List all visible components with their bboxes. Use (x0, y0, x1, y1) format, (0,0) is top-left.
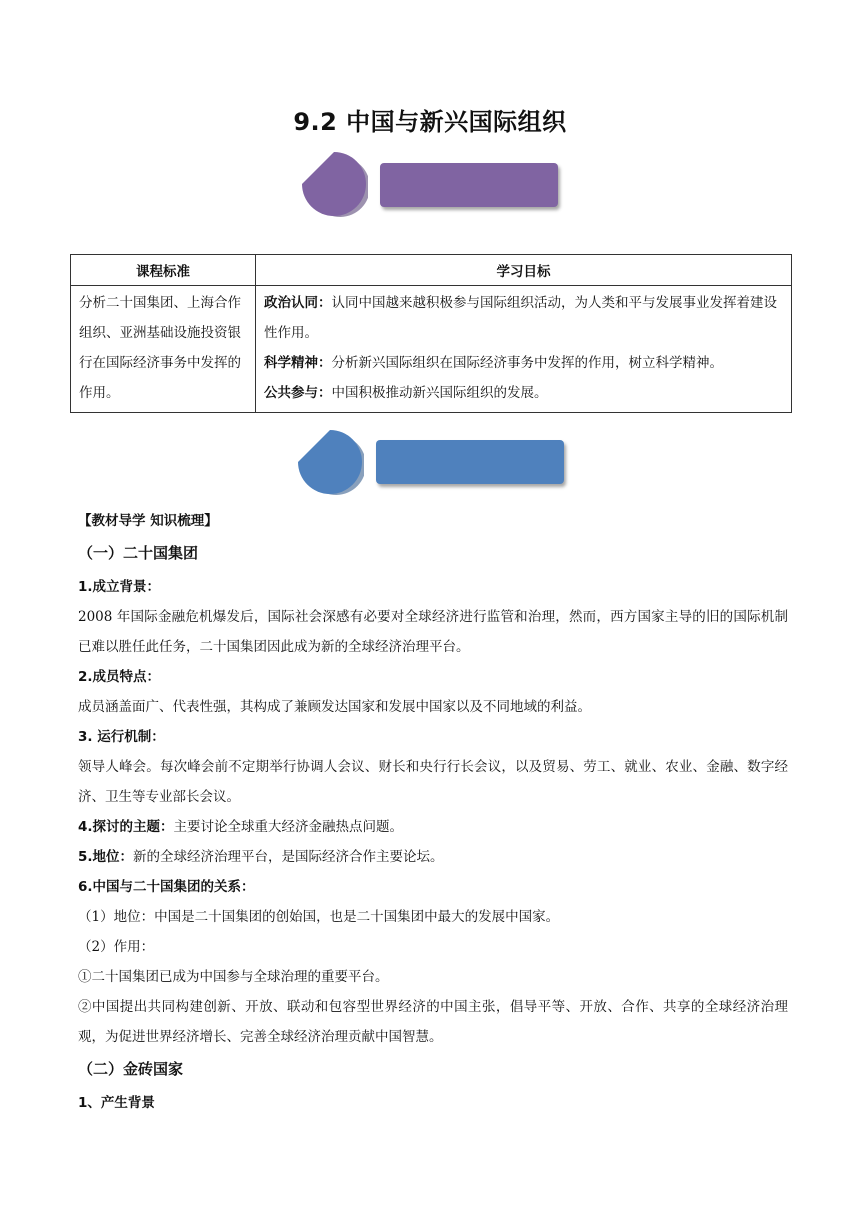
blue-banner-bar (376, 440, 564, 484)
goal-label: 科学精神： (264, 355, 332, 371)
goal-science (264, 348, 785, 378)
item-title: 1.成立背景： (78, 579, 161, 595)
header-goals: 学习目标 (256, 255, 792, 286)
table-header-row (71, 255, 792, 286)
subsection-heading: 1、产生背景 (78, 1095, 155, 1111)
item-text: 主要讨论全球重大经济金融热点问题。 (173, 819, 404, 835)
goals-cell (256, 286, 792, 413)
purple-banner (298, 150, 563, 220)
purple-banner-shape (298, 150, 368, 220)
item-text: ②中国提出共同构建创新、开放、联动和包容型世界经济的中国主张，倡导平等、开放、合作、共享的全球经济治理观，为促进世界经济增长、完善全球经济治理贡献中国智慧。 (78, 999, 788, 1045)
item-text: （2）作用： (78, 939, 155, 955)
goal-political (264, 288, 785, 348)
item-text: ①二十国集团已成为中国参与全球治理的重要平台。 (78, 969, 389, 985)
goal-label: 公共参与： (264, 385, 332, 401)
item-title: 3. 运行机制： (78, 729, 165, 745)
page-title: 9.2 中国与新兴国际组织 (293, 108, 567, 136)
item-text: 2008 年国际金融危机爆发后，国际社会深感有必要对全球经济进行监管和治理，然而，西方国家主导的旧的国际机制已难以胜任此任务，二十国集团因此成为新的全球经济治理平台。 (78, 609, 788, 655)
item-status (78, 842, 788, 872)
item-title: 2.成员特点： (78, 669, 161, 685)
standard-cell: 分析二十国集团、上海合作组织、亚洲基础设施投资银行在国际经济事务中发挥的作用。 (71, 286, 256, 413)
item-text: （1）地位：中国是二十国集团的创始国，也是二十国集团中最大的发展中国家。 (78, 909, 560, 925)
section-heading-brics: （二）金砖国家 (78, 1060, 184, 1078)
goal-public (264, 378, 785, 408)
goal-text: 认同中国越来越积极参与国际组织活动，为人类和平与发展事业发挥着建设性作用。 (264, 295, 777, 341)
item-title: 6.中国与二十国集团的关系： (78, 879, 255, 895)
guide-heading: 【教材导学 知识梳理】 (78, 513, 218, 529)
section-heading-g20: （一）二十国集团 (78, 544, 199, 562)
purple-banner-bar (380, 163, 558, 207)
table-row (71, 286, 792, 413)
main-content (78, 506, 788, 1118)
goal-text: 分析新兴国际组织在国际经济事务中发挥的作用，树立科学精神。 (331, 355, 723, 371)
curriculum-table (70, 254, 792, 413)
blue-banner (294, 428, 566, 498)
item-text: 领导人峰会。每次峰会前不定期举行协调人会议、财长和央行行长会议，以及贸易、劳工、就业、农业、金融、数字经济、卫生等专业部长会议。 (78, 759, 788, 805)
item-theme (78, 812, 788, 842)
item-title: 4.探讨的主题： (78, 819, 174, 835)
item-text: 新的全球经济治理平台，是国际经济合作主要论坛。 (133, 849, 444, 865)
goal-text: 中国积极推动新兴国际组织的发展。 (331, 385, 548, 401)
header-standard: 课程标准 (71, 255, 256, 286)
item-title: 5.地位： (78, 849, 134, 865)
blue-banner-shape (294, 428, 364, 498)
item-text: 成员涵盖面广、代表性强，其构成了兼顾发达国家和发展中国家以及不同地域的利益。 (78, 699, 591, 715)
goal-label: 政治认同： (264, 295, 332, 311)
